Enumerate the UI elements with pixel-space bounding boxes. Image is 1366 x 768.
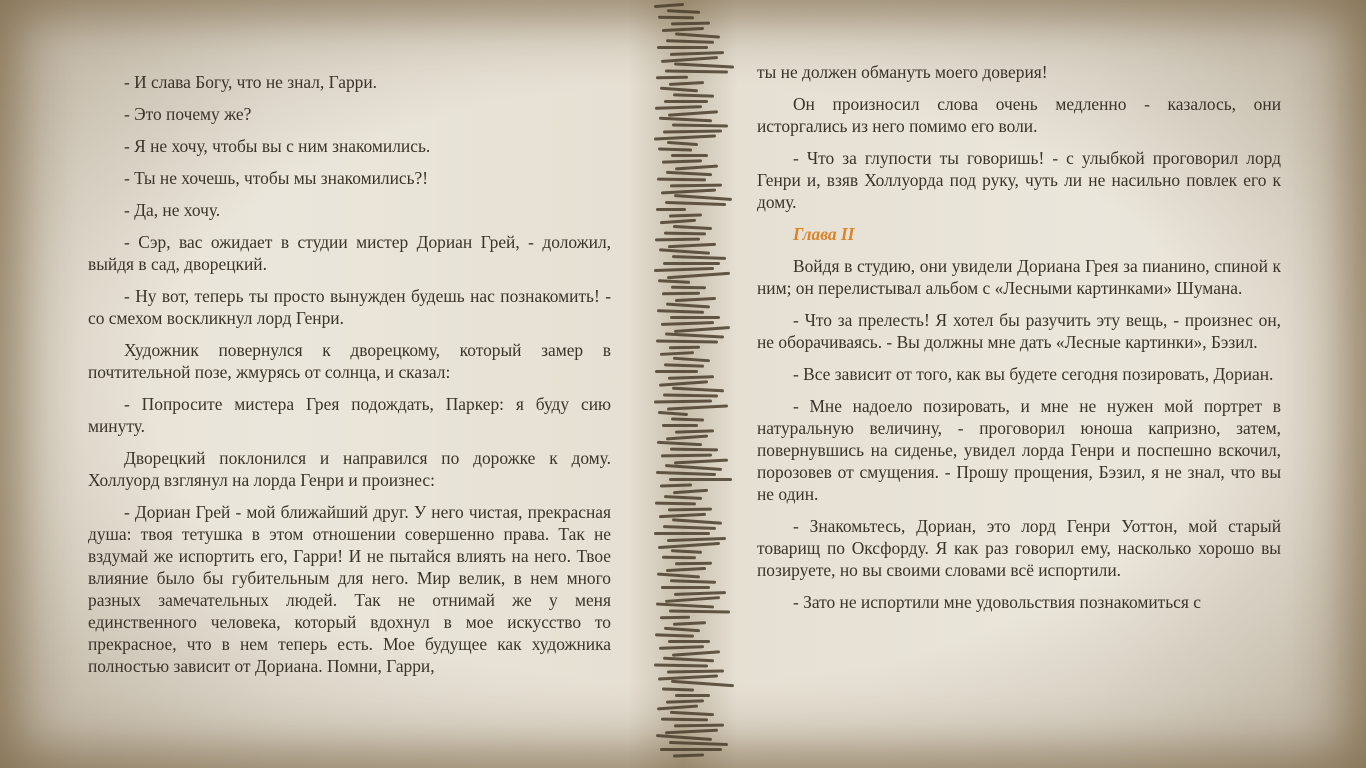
stitch-mark bbox=[661, 189, 716, 195]
stitch-mark bbox=[657, 309, 704, 314]
stitch-mark bbox=[658, 147, 692, 151]
stitch-mark bbox=[672, 124, 728, 128]
stitch-mark bbox=[656, 602, 714, 608]
paragraph: - И слава Богу, что не знал, Гарри. bbox=[124, 72, 378, 92]
stitch-mark bbox=[667, 9, 700, 14]
stitch-mark bbox=[655, 502, 696, 506]
stitch-mark bbox=[665, 201, 726, 206]
paragraph: Художник повернулся к дворецкому, который замер в почтительной позе, жмурясь от солнца, и сказал: bbox=[88, 340, 611, 382]
stitch-mark bbox=[656, 471, 716, 476]
stitch-mark bbox=[662, 292, 700, 296]
paragraph: Он произносил слова очень медленно - казалось, они исторгались из него помимо его воли. bbox=[757, 94, 1281, 136]
book-spine-stitching bbox=[648, 0, 724, 768]
stitch-mark bbox=[660, 351, 694, 356]
stitch-mark bbox=[657, 441, 702, 446]
stitch-mark bbox=[663, 525, 716, 530]
stitch-mark bbox=[662, 687, 694, 691]
paragraph: - Мне надоело позировать, и мне не нужен мой портрет в натуральную величину, - проговорил юноша капризно, затем, повернувшись на сиденье, увидел лорда Генри и поспешно вскочил, порозовев от смущения. - Прошу прощения, Бэзил, я не знал, что вы не один. bbox=[757, 396, 1281, 504]
stitch-mark bbox=[665, 69, 728, 73]
stitch-mark bbox=[658, 542, 720, 549]
stitch-mark bbox=[671, 286, 706, 290]
stitch-mark bbox=[664, 627, 700, 633]
paragraph: Дворецкий поклонился и направился по дорожке к дому. Холлуорд взглянул на лорда Генри и произнес: bbox=[88, 448, 611, 490]
paragraph: - Знакомьтесь, Дориан, это лорд Генри Уоттон, мой старый товарищ по Оксфорду. Я как раз говорил ему, насколько хорошо вы позируете, но вы своими словами всё испортили. bbox=[757, 516, 1281, 580]
stitch-mark bbox=[665, 332, 724, 338]
stitch-mark bbox=[660, 219, 696, 225]
stitch-mark bbox=[675, 429, 714, 433]
stitch-mark bbox=[665, 464, 722, 471]
stitch-mark bbox=[668, 243, 716, 249]
stitch-mark bbox=[666, 567, 706, 572]
stitch-mark bbox=[661, 56, 718, 63]
stitch-mark bbox=[655, 238, 700, 242]
paragraph: Войдя в студию, они увидели Дориана Грея за пианино, спиной к ним; он перелистывал альбом с «Лесными картинками» Шумана. bbox=[757, 256, 1281, 298]
stitch-mark bbox=[666, 435, 708, 441]
left-page bbox=[88, 71, 611, 687]
stitch-mark bbox=[666, 302, 710, 308]
stitch-mark bbox=[660, 483, 692, 487]
stitch-mark bbox=[657, 178, 706, 182]
stitch-mark bbox=[657, 705, 698, 711]
stitch-mark bbox=[667, 670, 724, 674]
continuation-line: ты не должен обмануть моего доверия! bbox=[757, 62, 1048, 82]
stitch-mark bbox=[675, 694, 710, 697]
stitch-mark bbox=[662, 27, 704, 32]
stitch-mark bbox=[669, 741, 728, 746]
stitch-mark bbox=[660, 748, 722, 751]
right-page bbox=[757, 61, 1281, 623]
stitch-mark bbox=[672, 650, 720, 656]
stitch-mark bbox=[660, 616, 690, 620]
stitch-mark bbox=[655, 370, 698, 373]
stitch-mark bbox=[660, 87, 698, 93]
chapter-title: Глава II bbox=[793, 224, 855, 244]
stitch-mark bbox=[659, 117, 712, 123]
stitch-mark bbox=[668, 110, 718, 116]
stitch-mark bbox=[661, 454, 712, 458]
stitch-mark bbox=[656, 208, 686, 211]
stitch-mark bbox=[654, 267, 714, 272]
stitch-mark bbox=[656, 76, 688, 80]
stitch-mark bbox=[665, 596, 720, 603]
stitch-mark bbox=[666, 39, 714, 44]
paragraph: - Ты не хочешь, чтобы мы знакомились?! bbox=[124, 168, 429, 188]
stitch-mark bbox=[671, 417, 704, 421]
stitch-mark bbox=[659, 248, 710, 255]
stitch-mark bbox=[666, 171, 712, 176]
stitch-mark bbox=[673, 621, 706, 626]
paragraph: - Зато не испортили мне удовольствия познакомиться с bbox=[793, 592, 1201, 612]
paragraph: - Дориан Грей - мой ближайший друг. У него чистая, прекрасная душа: твоя тетушка в этом отношении совершенно права. Так не вздумай же испортить его, Гарри! И не пытайся влиять на него. Твое влияние было бы губительным для него. Мир велик, в нем много разных замечательных людей. Так не отнимай же у меня единственного человека, который вдохнул в мое искусство то прекрасное, что в нем теперь есть. Мое будущее как художника полностью зависит от Дориана. Помни, Гарри, bbox=[88, 502, 611, 676]
stitch-mark bbox=[670, 316, 720, 319]
stitch-mark bbox=[668, 508, 712, 512]
stitch-mark bbox=[663, 129, 722, 133]
stitch-mark bbox=[654, 532, 710, 535]
stitch-mark bbox=[674, 326, 730, 333]
paragraph: - Да, не хочу. bbox=[124, 200, 221, 220]
stitch-mark bbox=[654, 664, 708, 668]
paragraph: - Что за глупости ты говоришь! - с улыбкой проговорил лорд Генри и, взяв Холлуорда под руку, чуть ли не насильно повлек его к дому. bbox=[757, 148, 1281, 212]
stitch-mark bbox=[665, 729, 718, 735]
stitch-mark bbox=[658, 674, 718, 680]
stitch-mark bbox=[673, 753, 704, 757]
stitch-mark bbox=[663, 657, 714, 663]
stitch-mark bbox=[674, 724, 724, 728]
stitch-mark bbox=[669, 346, 700, 350]
stitch-mark bbox=[654, 399, 712, 403]
stitch-mark bbox=[673, 489, 708, 494]
stitch-mark bbox=[654, 3, 684, 8]
stitch-mark bbox=[669, 478, 732, 481]
stitch-mark bbox=[658, 16, 694, 20]
stitch-mark bbox=[667, 404, 728, 410]
stitch-mark bbox=[675, 562, 712, 566]
stitch-mark bbox=[672, 387, 724, 393]
stitch-mark bbox=[670, 184, 722, 188]
stitch-mark bbox=[669, 81, 704, 86]
stitch-mark bbox=[663, 394, 718, 398]
stitch-mark bbox=[661, 321, 714, 326]
stitch-mark bbox=[672, 518, 722, 524]
stitch-mark bbox=[655, 633, 694, 637]
stitch-mark bbox=[669, 609, 730, 613]
stitch-mark bbox=[668, 375, 714, 380]
stitch-mark bbox=[673, 357, 710, 363]
paragraph: - Все зависит от того, как вы будете сегодня позировать, Дориан. bbox=[793, 364, 1274, 384]
stitch-mark bbox=[664, 232, 706, 236]
stitch-mark bbox=[675, 165, 718, 171]
stitch-mark bbox=[659, 513, 706, 518]
stitch-mark bbox=[666, 699, 704, 703]
stitch-mark bbox=[672, 255, 726, 260]
stitch-mark bbox=[667, 141, 698, 146]
stitch-mark bbox=[661, 718, 708, 722]
stitch-mark bbox=[657, 46, 708, 49]
stitch-mark bbox=[671, 549, 702, 554]
stitch-mark bbox=[662, 556, 696, 560]
stitch-mark bbox=[661, 586, 710, 589]
stitch-mark bbox=[670, 448, 718, 452]
stitch-mark bbox=[658, 411, 688, 416]
stitch-mark bbox=[670, 711, 714, 716]
stitch-mark bbox=[670, 579, 716, 584]
stitch-mark bbox=[662, 424, 698, 427]
stitch-mark bbox=[669, 213, 702, 217]
stitch-mark bbox=[671, 22, 710, 26]
stitch-mark bbox=[674, 62, 734, 68]
stitch-mark bbox=[656, 734, 712, 741]
stitch-mark bbox=[663, 262, 720, 265]
stitch-mark bbox=[657, 573, 700, 579]
stitch-mark bbox=[655, 105, 702, 110]
stitch-mark bbox=[664, 100, 708, 103]
stitch-mark bbox=[654, 134, 716, 140]
paragraph: - Сэр, вас ожидает в студии мистер Дориан Грей, - доложил, выйдя в сад, дворецкий. bbox=[88, 232, 611, 274]
stitch-mark bbox=[658, 279, 690, 284]
stitch-mark bbox=[664, 363, 704, 367]
stitch-mark bbox=[675, 32, 720, 38]
paragraph: - Что за прелесть! Я хотел бы разучить эту вещь, - произнес он, не оборачиваясь. - Вы должны мне дать «Лесные картинки», Бэзил. bbox=[757, 310, 1281, 352]
stitch-mark bbox=[656, 339, 718, 343]
stitch-mark bbox=[667, 272, 730, 279]
stitch-mark bbox=[659, 645, 704, 650]
stitch-mark bbox=[659, 380, 708, 386]
stitch-mark bbox=[671, 154, 708, 157]
stitch-mark bbox=[668, 640, 710, 643]
stitch-mark bbox=[664, 495, 702, 500]
stitch-mark bbox=[673, 225, 712, 230]
paragraph: - Я не хочу, чтобы вы с ним знакомились. bbox=[124, 136, 431, 156]
stitch-mark bbox=[674, 459, 728, 465]
paragraph: - Ну вот, теперь ты просто вынужден будешь нас познакомить! - со смехом воскликнул лорд Генри. bbox=[88, 286, 611, 328]
paragraph: - Это почему же? bbox=[124, 104, 252, 124]
stitch-mark bbox=[674, 194, 732, 201]
stitch-mark bbox=[662, 159, 702, 163]
stitch-mark bbox=[671, 680, 734, 687]
stitch-mark bbox=[673, 93, 714, 97]
paragraph: - Попросите мистера Грея подождать, Паркер: я буду сию минуту. bbox=[88, 394, 611, 436]
stitch-mark bbox=[675, 297, 716, 302]
